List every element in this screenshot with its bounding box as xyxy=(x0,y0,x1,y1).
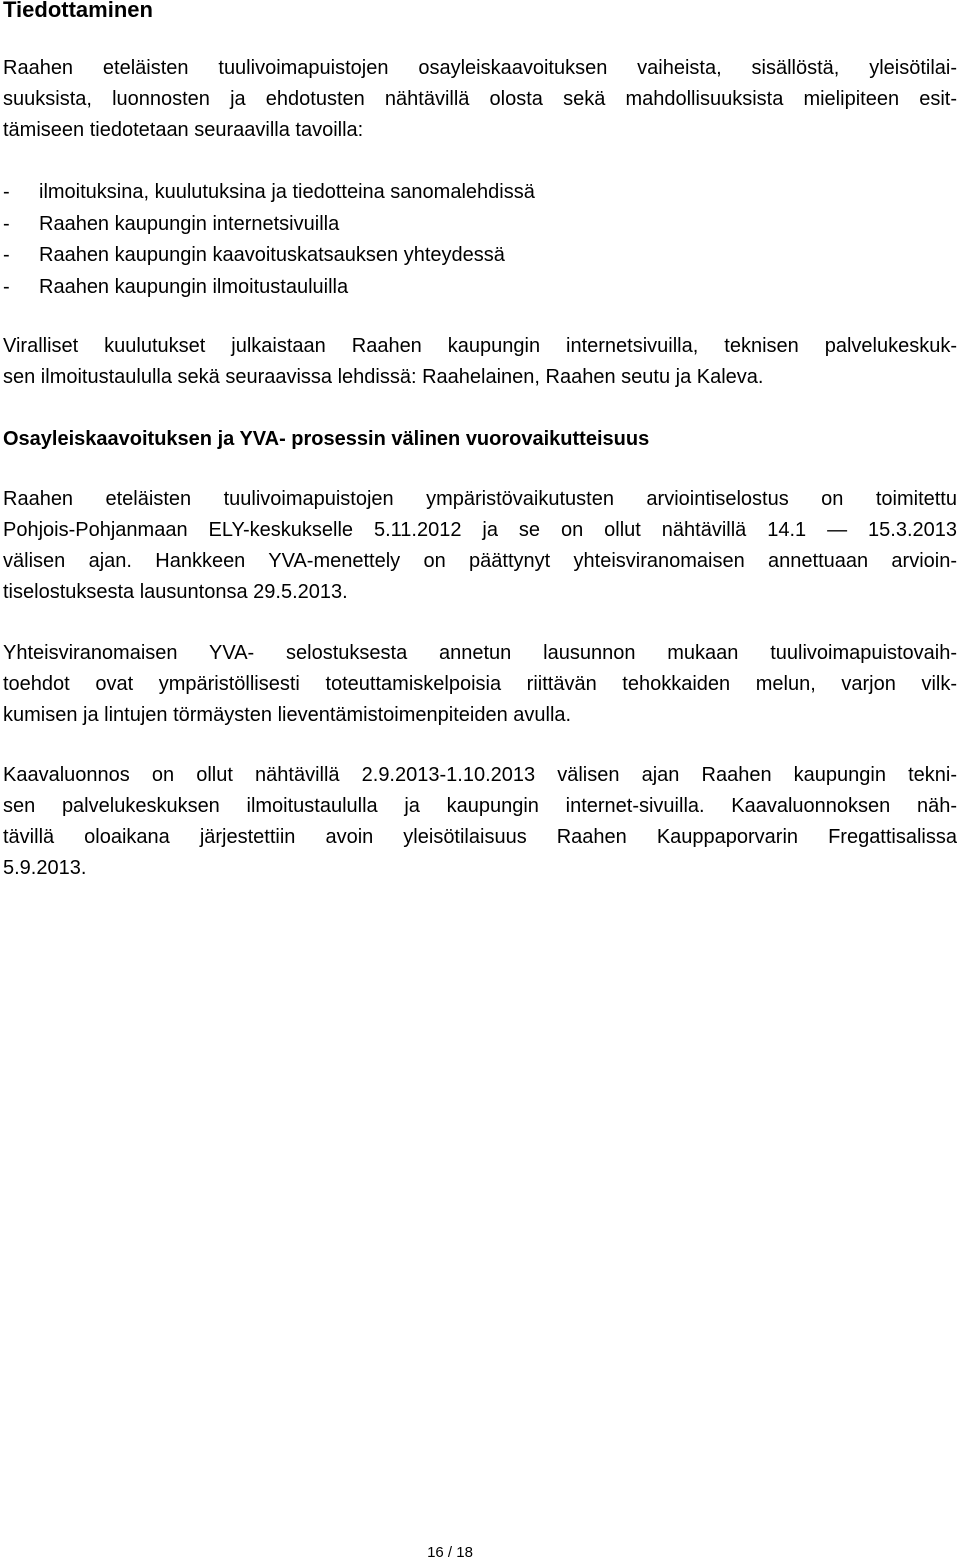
intro-line: Raahen eteläisten tuulivoimapuistojen osayleiskaavoituksen vaiheista, sisällöstä, yleisötilai- xyxy=(3,57,957,79)
page-number-text: 16 / 18 xyxy=(427,1544,473,1561)
official-line: sen ilmoitustaululla sekä seuraavissa lehdissä: Raahelainen, Raahen seutu ja Kaleva. xyxy=(3,366,764,388)
statement-line: Yhteisviranomaisen YVA- selostuksesta annetun lausunnon mukaan tuulivoimapuistovaih- xyxy=(3,642,957,664)
yva-line: Raahen eteläisten tuulivoimapuistojen ympäristövaikutusten arviointiselostus on toimitettu xyxy=(3,488,957,510)
list-item-text: Raahen kaupungin ilmoitustauluilla xyxy=(39,275,349,298)
list-dash: - xyxy=(3,275,10,298)
official-line: Viralliset kuulutukset julkaistaan Raahen kaupungin internetsivuilla, teknisen palvelukeskuk- xyxy=(3,335,957,357)
draft-paragraph xyxy=(3,760,957,884)
statement-line: kumisen ja lintujen törmäysten lieventämistoimenpiteiden avulla. xyxy=(3,704,572,726)
statement-paragraph xyxy=(3,638,957,731)
channel-list xyxy=(3,177,535,303)
yva-line: Pohjois-Pohjanmaan ELY-keskukselle 5.11.2012 ja se on ollut nähtävillä 14.1 — 15.3.2013 xyxy=(3,519,957,541)
yva-line: tiselostuksesta lausuntonsa 29.5.2013. xyxy=(3,581,348,603)
list-item xyxy=(3,209,535,241)
draft-line: sen palvelukeskuksen ilmoitustaululla ja kaupungin internet-sivuilla. Kaavaluonnoksen näh- xyxy=(3,795,957,817)
yva-paragraph xyxy=(3,484,957,608)
list-dash: - xyxy=(3,244,10,266)
list-item-text: Raahen kaupungin internetsivuilla xyxy=(39,212,340,235)
section-heading: Osayleiskaavoituksen ja YVA- prosessin välinen vuorovaikutteisuus xyxy=(3,428,650,450)
page-title: Tiedottaminen xyxy=(3,0,153,22)
draft-line: tävillä oloaikana järjestettiin avoin yleisötilaisuus Raahen Kauppaporvarin Fregattisalissa xyxy=(3,826,957,848)
list-item xyxy=(3,177,535,209)
statement-line: toehdot ovat ympäristöllisesti toteuttamiskelpoisia riittävän tehokkaiden melun, varjon vilk- xyxy=(3,673,957,695)
intro-line: suuksista, luonnosten ja ehdotusten nähtävillä olosta sekä mahdollisuuksista mielipiteen esit- xyxy=(3,88,957,110)
page-number xyxy=(0,1543,900,1563)
draft-line: 5.9.2013. xyxy=(3,857,87,879)
list-item xyxy=(3,272,535,304)
yva-line: välisen ajan. Hankkeen YVA-menettely on päättynyt yhteisviranomaisen annettuaan arvioin- xyxy=(3,550,957,572)
list-item xyxy=(3,240,535,272)
list-item-text: Raahen kaupungin kaavoituskatsauksen yhteydessä xyxy=(39,244,505,266)
intro-line: tämiseen tiedotetaan seuraavilla tavoilla: xyxy=(3,119,364,141)
intro-paragraph xyxy=(3,53,957,146)
list-dash: - xyxy=(3,212,10,235)
list-item-text: ilmoituksina, kuulutuksina ja tiedotteina sanomalehdissä xyxy=(39,181,535,203)
official-notices-paragraph xyxy=(3,331,957,393)
list-dash: - xyxy=(3,181,10,203)
draft-line: Kaavaluonnos on ollut nähtävillä 2.9.2013-1.10.2013 välisen ajan Raahen kaupungin tekni- xyxy=(3,764,957,786)
